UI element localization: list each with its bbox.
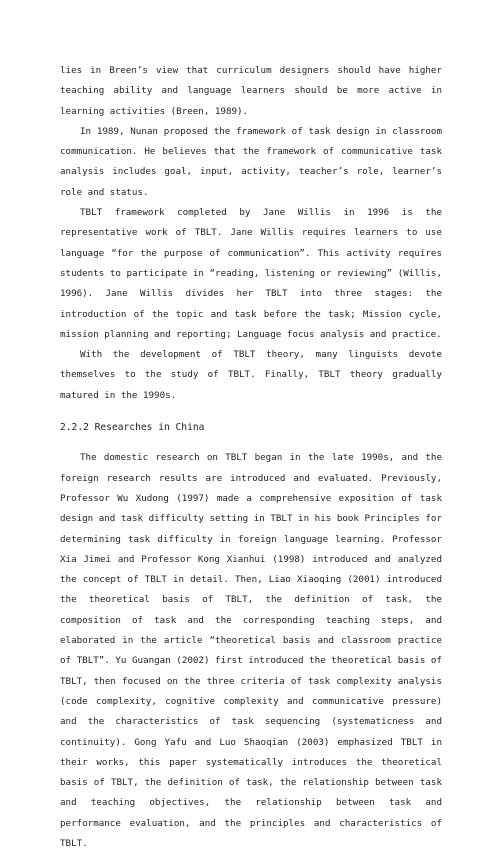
paragraph-tblt-development: With the development of TBLT theory, many linguists devote themselves to the study of TBLT. Finally, TBLT theory gradually matured in the 1990s. [60, 349, 442, 401]
body-text [60, 61, 442, 854]
section-heading: 2.2.2 Researches in China [60, 422, 205, 434]
paragraph-willis: TBLT framework completed by Jane Willis in 1996 is the representative work of TBLT. Jane Willis requires learners to use language “for the purpose of communication”. This activity requires students to participate in “reading, listening or reviewing” (Willis, 1996). Jane Willis divides her TBLT into three stages: the introduction of the topic and task before the task; Mission cycle, mission planning and reporting; Language focus analysis and practice. [60, 207, 442, 340]
paragraph-nunan: In 1989, Nunan proposed the framework of task design in classroom communication. He believes that the framework of communicative task analysis includes goal, input, activity, teacher’s role, learner’s role and status. [60, 125, 442, 198]
paragraph-breen: lies in Breen’s view that curriculum designers should have higher teaching ability and language learners should be more active in learning activities (Breen, 1989). [60, 65, 442, 117]
paragraph-china-research: The domestic research on TBLT began in the late 1990s, and the foreign research results are introduced and evaluated. Previously, Professor Wu Xudong (1997) made a comprehensive exposition of task design and task difficulty setting in TBLT in his book Principles for determining task difficulty in foreign language learning. Professor Xia Jimei and Professor Kong Xianhui (1998) introduced and analyzed the concept of TBLT in detail. Then, Liao Xiaoqing (2001) introduced the theoretical basis of TBLT, the definition of task, the composition of task and the corresponding teaching steps, and elaborated in the article “theoretical basis and classroom practice of TBLT”. Yu Guangan (2002) first introduced the theoretical basis of TBLT, then focused on the three criteria of task complexity analysis (code complexity, cognitive complexity and communicative pressure) and the characteristics of task sequencing (systematicness and continuity). Gong Yafu and Luo Shaoqian (2003) emphasized TBLT in their works, this paper systematically introduces the theoretical basis of TBLT, the definition of task, the relationship between task and teaching objectives, the relationship between task and performance evaluation, and the principles and characteristics of TBLT. [60, 452, 442, 849]
